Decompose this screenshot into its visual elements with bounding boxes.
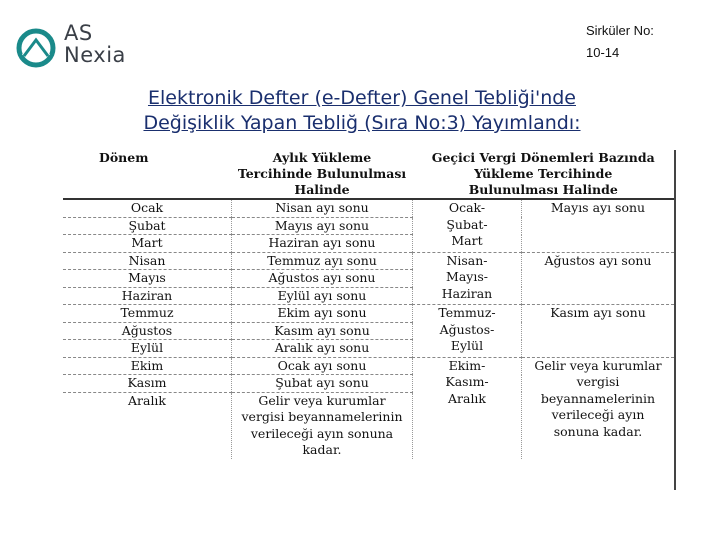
monthly-deadline-cell: Ağustos ayı sonu (232, 270, 413, 288)
quarter-deadline-cell: Kasım ayı sonu (522, 305, 675, 358)
title-line-1: Elektronik Defter (e-Defter) Genel Tebliği'nde (147, 87, 576, 109)
month-cell: Ekim (63, 357, 232, 375)
monthly-deadline-cell: Mayıs ayı sonu (232, 217, 413, 235)
quarter-deadline-cell: Ağustos ayı sonu (522, 252, 675, 305)
circular-info (586, 20, 654, 64)
monthly-deadline-cell: Gelir veya kurumlar vergisi beyannamelerinin verileceği ayın sonuna kadar. (232, 392, 413, 459)
logo-text-nexia: Nexia (64, 43, 126, 67)
quarter-period-cell: Ocak- Şubat- Mart (413, 199, 522, 252)
table-header-row (63, 150, 674, 199)
table-row (63, 357, 674, 375)
month-cell: Nisan (63, 252, 232, 270)
table-row (63, 305, 674, 323)
monthly-deadline-cell: Ocak ayı sonu (232, 357, 413, 375)
header-period: Dönem (63, 150, 232, 199)
circular-number: 10-14 (586, 45, 620, 60)
month-cell: Ağustos (63, 322, 232, 340)
quarter-deadline-cell: Gelir veya kurumlar vergisi beyannamelerinin verileceği ayın sonuna kadar. (522, 357, 675, 459)
monthly-deadline-cell: Aralık ayı sonu (232, 340, 413, 358)
monthly-deadline-cell: Nisan ayı sonu (232, 199, 413, 217)
deadline-table (63, 150, 674, 459)
header-monthly: Aylık Yükleme Tercihinde Bulunulması Halinde (232, 150, 413, 199)
quarter-period-cell: Ekim- Kasım- Aralık (413, 357, 522, 459)
monthly-deadline-cell: Şubat ayı sonu (232, 375, 413, 393)
month-cell: Mayıs (63, 270, 232, 288)
month-cell: Şubat (63, 217, 232, 235)
monthly-deadline-cell: Kasım ayı sonu (232, 322, 413, 340)
nexia-logo-icon (16, 28, 56, 68)
month-cell: Temmuz (63, 305, 232, 323)
month-cell: Kasım (63, 375, 232, 393)
page-title (52, 86, 672, 136)
quarter-period-cell: Temmuz- Ağustos- Eylül (413, 305, 522, 358)
monthly-deadline-cell: Ekim ayı sonu (232, 305, 413, 323)
table-row (63, 199, 674, 217)
header-quarterly: Geçici Vergi Dönemleri Bazında Yükleme Tercihinde Bulunulması Halinde (413, 150, 675, 199)
month-cell: Eylül (63, 340, 232, 358)
circular-label: Sirküler No: (586, 23, 654, 38)
month-cell: Ocak (63, 199, 232, 217)
quarter-deadline-cell: Mayıs ayı sonu (522, 199, 675, 252)
monthly-deadline-cell: Haziran ayı sonu (232, 235, 413, 253)
logo-text-as: AS (64, 21, 93, 45)
month-cell: Haziran (63, 287, 232, 305)
monthly-deadline-cell: Temmuz ayı sonu (232, 252, 413, 270)
month-cell: Aralık (127, 392, 167, 408)
quarter-period-cell: Nisan- Mayıs- Haziran (413, 252, 522, 305)
table-row (63, 252, 674, 270)
month-cell: Mart (63, 235, 232, 253)
deadline-table-container (63, 150, 676, 490)
monthly-deadline-cell: Eylül ayı sonu (232, 287, 413, 305)
as-nexia-logo (16, 22, 136, 72)
title-line-2: Değişiklik Yapan Tebliğ (Sıra No:3) Yayımlandı: (143, 112, 581, 134)
